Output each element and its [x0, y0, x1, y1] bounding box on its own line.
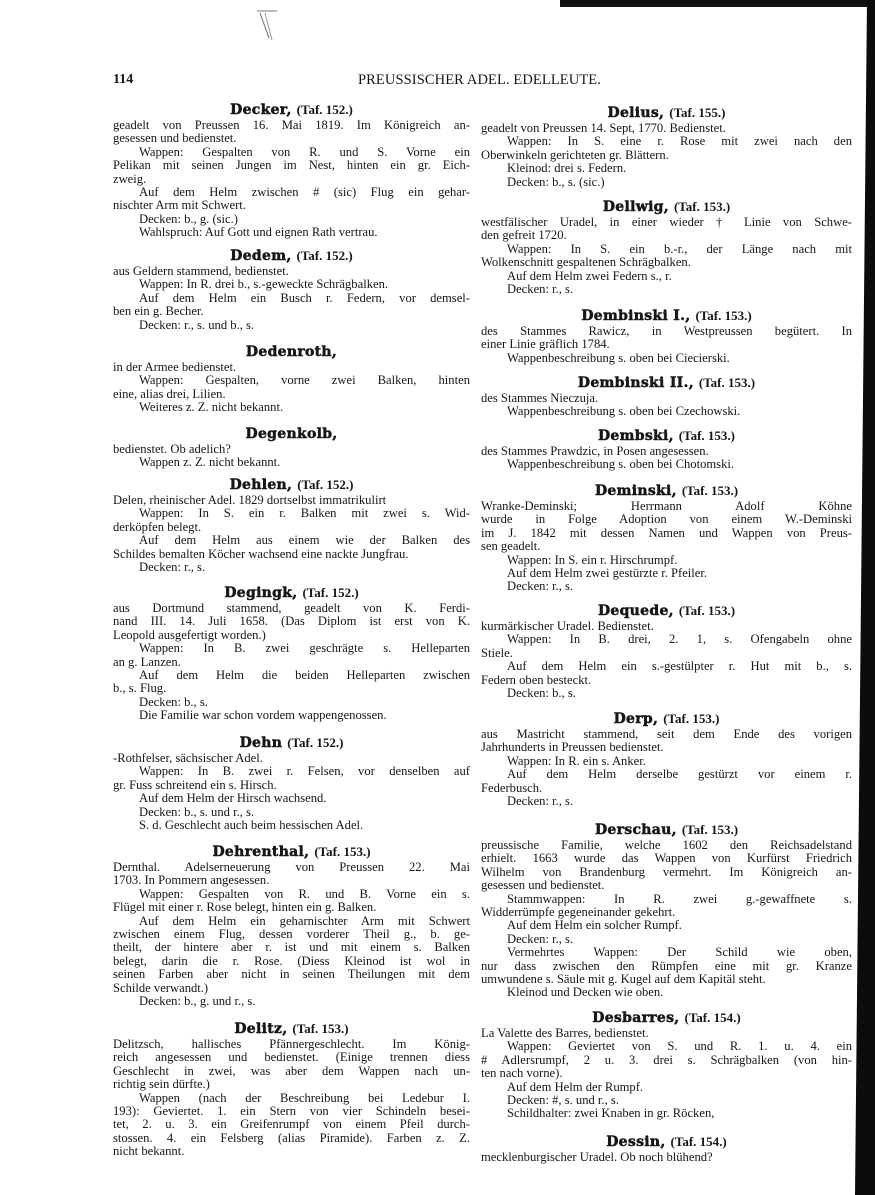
text-line: theilt, der hintere aber r. ist und mit einem s. Balken [113, 941, 470, 955]
entry-heading [481, 602, 852, 620]
text-line: Auf dem Helm ein Busch r. Federn, vor demsel- [139, 291, 470, 305]
text-line: Geschlecht in zwei, was aber dem Wappen nach un- [113, 1064, 470, 1078]
text-line: ten nach vorne). [481, 1066, 563, 1081]
text-line: Decken: r., s. [507, 282, 574, 296]
entry-heading [481, 1133, 852, 1151]
text-line: Decken: r., s. [507, 794, 574, 808]
paragraph [481, 325, 852, 352]
paragraph [481, 580, 852, 593]
paragraph [481, 986, 852, 999]
text-line: Leopold ausgefertigt worden.) [113, 627, 266, 642]
paragraph [113, 401, 470, 414]
text-line: Wranke-Deminski; Herrmann Adolf Köhne [481, 500, 852, 513]
paragraph [113, 456, 470, 469]
text-line: des Stammes Prawdzic, in Posen angesessen. [481, 444, 709, 458]
text-line: Decken: r., s. [139, 560, 206, 574]
paragraph [481, 216, 852, 243]
paragraph [113, 561, 470, 574]
text-line: des Stammes Rawicz, in Westpreussen begütert. In [481, 325, 852, 338]
entry-heading [481, 307, 852, 325]
paragraph [481, 122, 852, 135]
entry-heading [113, 425, 470, 443]
text-line: Stammwappen: In R. zwei g.-gewaffnete s. [507, 892, 852, 906]
text-line: Vermehrtes Wappen: Der Schild wie oben, [507, 946, 852, 960]
text-line: Schilde verwandt.) [113, 980, 209, 995]
text-line: Auf dem Helm zwei Federn s., r. [507, 268, 672, 283]
entry [481, 710, 852, 808]
entry-name: Dellwig, [602, 199, 669, 215]
text-line: kurmärkischer Uradel. Bedienstet. [481, 619, 654, 633]
paragraph [481, 633, 852, 660]
text-line: Decken: #, s. und r., s. [507, 1093, 619, 1107]
plate-reference: (Taf. 153.) [678, 603, 736, 618]
entry [481, 1009, 852, 1121]
paragraph [481, 728, 852, 755]
paragraph [113, 1038, 470, 1092]
text-line: Wappen: In S. eine r. Rose mit zwei nach den [507, 135, 852, 149]
paragraph [113, 226, 470, 239]
paragraph [481, 687, 852, 700]
paragraph [481, 620, 852, 633]
paragraph [481, 445, 852, 458]
text-line: Flügel mit einer r. Rose belegt, hinten ein g. Balken. [113, 900, 377, 915]
paragraph [481, 554, 852, 567]
plate-reference: (Taf. 152.) [302, 585, 359, 600]
paragraph [113, 534, 470, 561]
text-line: den gefreit 1720. [481, 228, 567, 243]
page-number: 114 [113, 72, 134, 87]
text-line: wurde in Folge Adoption von einem W.-Deminski [481, 513, 852, 527]
scan-border-right [853, 0, 875, 1195]
paragraph [481, 458, 852, 471]
text-line: belegt, darin die r. Rose. (Diess Kleinod ist wol in [113, 954, 470, 968]
text-line: zwischen einem Flug, dessen vorderer Theil g., b. ge- [113, 927, 470, 941]
plate-reference: (Taf. 153.) [292, 1021, 349, 1036]
paragraph [481, 243, 852, 270]
entry-name: Decker, [230, 102, 292, 118]
paragraph [113, 361, 470, 374]
text-line: des Stammes Nieczuja. [481, 391, 599, 405]
plate-reference: (Taf. 152.) [287, 735, 344, 750]
text-line: # Adlersrumpf, 2 u. 3. drei s. Schrägbalken (von hin- [481, 1053, 852, 1067]
paragraph [113, 265, 470, 278]
text-line: Wappen: In S. ein r. Balken mit zwei s. Wid- [139, 507, 470, 521]
entry-name: Delius, [607, 105, 665, 121]
text-line: b., s. Flug. [113, 681, 167, 696]
entry-name: Dembinski II., [577, 375, 694, 391]
paragraph [113, 819, 470, 832]
text-line: Decken: b., s. [139, 694, 208, 709]
text-line: sen geadelt. [481, 539, 541, 554]
paragraph [481, 500, 852, 554]
plate-reference: (Taf. 153.) [678, 428, 736, 443]
text-line: nur dass zwischen den Rümpfen eine mit gr. Kranze [481, 959, 852, 973]
text-line: Schildhalter: zwei Knaben in gr. Röcken, [507, 1106, 715, 1121]
entry-name: Deminski, [594, 483, 677, 499]
text-line: Wolkenschnitt gespaltenen Schrägbalken. [481, 255, 691, 270]
text-line: Decken: b., s. (sic.) [507, 174, 605, 189]
paragraph [113, 806, 470, 819]
paragraph [113, 146, 470, 186]
paragraph [481, 135, 852, 162]
entry-name: Dembinski I., [581, 308, 691, 324]
text-line: nischter Arm mit Schwert. [113, 198, 246, 213]
text-line: seinen Farben aber nicht in seinen Theilungen mit dem [113, 968, 470, 982]
text-line: Auf dem Helm der Rumpf. [507, 1079, 644, 1094]
plate-reference: (Taf. 154.) [684, 1010, 741, 1025]
plate-reference: (Taf. 153.) [681, 822, 739, 837]
text-line: an g. Lanzen. [113, 654, 181, 669]
text-line: eine, alias drei, Lilien. [113, 386, 226, 401]
paragraph [481, 839, 852, 893]
text-line: tet, 2. u. 3. ein Greifenrumpf von einem Pfeil durch- [113, 1118, 470, 1132]
paragraph [481, 1107, 852, 1120]
entry-name: Dedenroth, [245, 344, 338, 360]
paragraph [481, 919, 852, 932]
text-line: Weiteres z. Z. nicht bekannt. [139, 400, 284, 415]
text-line: Decken: b., s. [507, 686, 576, 700]
entry-name: Degingk, [224, 585, 298, 601]
paragraph [481, 176, 852, 189]
text-line: Auf dem Helm derselbe gestürzt vor einem r. [507, 768, 852, 782]
entry [113, 1020, 470, 1159]
entry [481, 104, 852, 189]
text-line: geadelt von Preussen 16. Mai 1819. Im Königreich an- [113, 119, 470, 132]
entry-name: Derp, [613, 711, 659, 727]
text-line: Decken: r., s. und b., s. [139, 317, 255, 332]
scan-border-top [560, 0, 875, 7]
entry-name: Degenkolb, [245, 426, 338, 442]
text-line: Decken: b., g. und r., s. [139, 993, 256, 1008]
text-line: aus Dortmund stammend, geadelt von K. Ferdi- [113, 602, 470, 615]
paragraph [113, 696, 470, 709]
entry [113, 425, 470, 470]
entry [113, 734, 470, 832]
entry-heading [113, 734, 470, 752]
entry-name: Dembski, [597, 428, 674, 444]
pencil-mark [255, 8, 285, 44]
text-line: aus Mastricht stammend, seit dem Ende des vorigen [481, 728, 852, 741]
text-line: Wappen: In R. ein s. Anker. [507, 753, 646, 768]
text-line: aus Geldern stammend, bedienstet. [113, 264, 289, 278]
entry-heading [481, 104, 852, 122]
paragraph [113, 709, 470, 722]
text-line: Auf dem Helm ein s.-gestülpter r. Hut mit b., s. [507, 660, 852, 674]
entry-heading [481, 427, 852, 445]
text-line: zweig. [113, 171, 147, 186]
entry-name: Dedem, [230, 248, 292, 264]
text-line: Wappenbeschreibung s. oben bei Czechowski. [507, 404, 741, 419]
paragraph [481, 1027, 852, 1040]
entry-heading [481, 482, 852, 500]
paragraph [481, 768, 852, 795]
paragraph [481, 795, 852, 808]
entry [481, 821, 852, 1000]
text-line: ben ein g. Becher. [113, 304, 204, 319]
entry [113, 476, 470, 574]
entry-heading [113, 1020, 470, 1038]
text-line: richtig sein dürfte.) [113, 1077, 210, 1092]
entry-name: Dequede, [597, 603, 674, 619]
text-line: Wappen: Gespalten, vorne zwei Balken, hinten [139, 374, 470, 388]
text-line: mecklenburgischer Uradel. Ob noch blühend? [481, 1150, 713, 1164]
entry [481, 602, 852, 700]
paragraph [481, 755, 852, 768]
paragraph [113, 642, 470, 669]
text-line: Wilhelm von Brandenburg vermehrt. Im Königreich an- [481, 865, 852, 879]
paragraph [113, 861, 470, 888]
paragraph [113, 278, 470, 291]
paragraph [481, 933, 852, 946]
plate-reference: (Taf. 153.) [314, 844, 371, 859]
text-line: Federn oben besteckt. [481, 672, 592, 687]
text-line: Wappen z. Z. nicht bekannt. [139, 455, 281, 470]
entry-heading [481, 710, 852, 728]
plate-reference: (Taf. 153.) [673, 199, 731, 214]
entry [113, 843, 470, 1008]
text-line: Wappenbeschreibung s. oben bei Ciecierski. [507, 350, 730, 365]
paragraph [113, 792, 470, 805]
entry [481, 307, 852, 365]
text-line: Wappen: In B. zwei r. Felsen, vor denselben auf [139, 765, 470, 779]
text-line: nand III. 14. Juli 1658. (Das Diplom ist erst von K. [113, 615, 470, 629]
text-line: Widderrümpfe gegeneinander gekehrt. [481, 904, 676, 919]
paragraph [481, 405, 852, 418]
paragraph [481, 893, 852, 920]
text-line: geadelt von Preussen 14. Sept, 1770. Bedienstet. [481, 121, 726, 135]
paragraph [113, 507, 470, 534]
paragraph [481, 1151, 852, 1164]
entry-heading [481, 198, 852, 216]
plate-reference: (Taf. 152.) [296, 102, 353, 117]
text-line: S. d. Geschlecht auch beim hessischen Adel. [139, 818, 364, 833]
text-line: gr. Fuss schreitend ein s. Hirsch. [113, 777, 277, 792]
text-line: Auf dem Helm ein solcher Rumpf. [507, 918, 682, 933]
text-line: Delen, rheinischer Adel. 1829 dortselbst immatrikulirt [113, 493, 387, 507]
entry-name: Derschau, [594, 822, 677, 838]
text-line: Kleinod und Decken wie oben. [507, 985, 664, 1000]
paragraph [113, 1092, 470, 1159]
text-line: einer Linie gräflich 1784. [481, 337, 610, 352]
running-head: PREUSSISCHER ADEL. EDELLEUTE. [358, 72, 601, 88]
text-line: Dernthal. Adelserneuerung von Preussen 22. Mai [113, 861, 470, 874]
text-line: La Valette des Barres, bedienstet. [481, 1026, 649, 1040]
entry [481, 1133, 852, 1164]
text-line: Schildes bemalten Köcher wachsend eine nackte Jungfrau. [113, 546, 409, 561]
paragraph [113, 374, 470, 401]
plate-reference: (Taf. 152.) [296, 248, 353, 263]
text-line: Auf dem Helm zwischen # (sic) Flug ein gehar- [139, 185, 470, 199]
entry-name: Delitz, [234, 1021, 288, 1037]
paragraph [481, 1040, 852, 1080]
entry [481, 374, 852, 419]
paragraph [481, 660, 852, 687]
entry [113, 343, 470, 415]
text-line: Decken: b., s. und r., s. [139, 804, 255, 819]
paragraph [481, 1081, 852, 1094]
entry [113, 101, 470, 240]
paragraph [113, 319, 470, 332]
text-line: Wappen: In S. ein r. Hirschrumpf. [507, 552, 678, 567]
text-line: Wappen (nach der Beschreibung bei Ledebur I. [139, 1091, 470, 1105]
text-line: in der Armee bedienstet. [113, 360, 237, 374]
paragraph [481, 162, 852, 175]
text-line: Decken: b., g. (sic.) [139, 211, 238, 226]
text-line: preussische Familie, welche 1602 den Reichsadelstand [481, 839, 852, 852]
text-line: reich angesessen und bedienstet. (Einige trennen diess [113, 1051, 470, 1065]
paragraph [113, 888, 470, 915]
entry-heading [113, 101, 470, 119]
text-line: Decken: r., s. [507, 579, 574, 594]
text-line: Wappenbeschreibung s. oben bei Chotomski. [507, 457, 735, 472]
plate-reference: (Taf. 153.) [695, 308, 752, 323]
paragraph [481, 352, 852, 365]
paragraph [113, 669, 470, 696]
text-line: westfälischer Uradel, in einer wieder † Linie von Schwe- [481, 216, 852, 229]
text-line: -Rothfelser, sächsischer Adel. [113, 751, 263, 765]
text-line: nicht bekannt. [113, 1144, 185, 1159]
text-line: gesessen und bedienstet. [113, 131, 237, 146]
paragraph [481, 567, 852, 580]
text-line: Pelikan mit seinen Jungen im Nest, hinten ein gr. Eich- [113, 159, 470, 173]
paragraph [481, 946, 852, 986]
text-line: Auf dem Helm aus einem wie der Balken des [139, 534, 470, 548]
entry-heading [481, 374, 852, 392]
text-line: stossen. 4. ein Felsberg (alias Piramide). Farben z. Z. [113, 1131, 470, 1145]
entry [113, 584, 470, 723]
text-line: Stiele. [481, 645, 513, 660]
entry [481, 198, 852, 296]
plate-reference: (Taf. 154.) [670, 1134, 727, 1149]
entry-name: Desbarres, [592, 1010, 680, 1026]
entry [113, 247, 470, 332]
paragraph [113, 995, 470, 1008]
text-line: Auf dem Helm der Hirsch wachsend. [139, 791, 327, 806]
text-line: bedienstet. Ob adelich? [113, 442, 231, 456]
text-line: Wappen: Gespalten von R. und B. Vorne ein s. [139, 887, 470, 901]
plate-reference: (Taf. 155.) [669, 105, 726, 120]
text-line: Oberwinkeln gerichteten gr. Blättern. [481, 147, 669, 162]
entry-heading [113, 584, 470, 602]
text-line: Wappen: Geviertet von S. und R. 1. u. 4. ein [507, 1040, 852, 1054]
text-line: Wappen: In B. drei, 2. 1, s. Ofengabeln ohne [507, 633, 852, 647]
entry [481, 427, 852, 472]
entry-heading [113, 843, 470, 861]
plate-reference: (Taf. 153.) [698, 375, 756, 390]
text-line: Jahrhunderts in Preussen bedienstet. [481, 740, 664, 755]
paragraph [113, 915, 470, 995]
text-line: Delitzsch, hallisches Pfännergeschlecht. Im König- [113, 1038, 470, 1051]
paragraph [113, 186, 470, 213]
text-line: umwundene s. Säule mit g. Kugel auf dem Kapitäl steht. [481, 971, 766, 986]
paragraph [481, 1094, 852, 1107]
text-line: Auf dem Helm die beiden Helleparten zwischen [139, 668, 470, 682]
entry-heading [113, 476, 470, 494]
plate-reference: (Taf. 153.) [663, 711, 720, 726]
entry-name: Dehrenthal, [212, 844, 310, 860]
text-line: gesessen und bedienstet. [481, 878, 605, 893]
text-line: im J. 1842 mit dessen Namen und Wappen von Preus- [481, 526, 852, 540]
paragraph [113, 765, 470, 792]
entry-name: Dessin, [606, 1134, 666, 1150]
paragraph [113, 494, 470, 507]
text-line: Auf dem Helm ein geharnischter Arm mit Schwert [139, 914, 470, 928]
text-line: Decken: r., s. [507, 931, 574, 946]
entry-name: Dehlen, [229, 477, 293, 493]
entry [481, 482, 852, 594]
paragraph [113, 119, 470, 146]
entry-heading [481, 1009, 852, 1027]
text-line: derköpfen belegt. [113, 519, 202, 534]
text-line: 193): Geviertet. 1. ein Stern von vier Schindeln besei- [113, 1104, 470, 1118]
text-line: Wappen: Gespalten von R. und S. Vorne ein [139, 145, 470, 159]
paragraph [481, 270, 852, 283]
paragraph [113, 443, 470, 456]
plate-reference: (Taf. 153.) [681, 483, 739, 498]
text-line: Wappen: In R. drei b., s.-geweckte Schrägbalken. [139, 277, 389, 292]
text-line: Federbusch. [481, 780, 543, 795]
paragraph [113, 213, 470, 226]
plate-reference: (Taf. 152.) [297, 477, 354, 492]
paragraph [113, 292, 470, 319]
entry-heading [113, 247, 470, 265]
entry-heading [113, 343, 470, 361]
text-line: 1703. In Pommern angesessen. [113, 873, 270, 888]
entry-heading [481, 821, 852, 839]
text-line: Kleinod: drei s. Federn. [507, 161, 627, 176]
text-line: Die Familie war schon vordem wappengenossen. [139, 708, 387, 723]
paragraph [481, 283, 852, 296]
text-line: Wappen: In B. zwei geschrägte s. Helleparten [139, 642, 470, 656]
paragraph [113, 752, 470, 765]
paragraph [113, 602, 470, 642]
text-line: Wappen: In S. ein b.-r., der Länge nach mit [507, 242, 852, 256]
paragraph [481, 392, 852, 405]
text-line: Auf dem Helm zwei gestürzte r. Pfeiler. [507, 565, 708, 580]
text-line: erhielt. 1663 wurde das Wappen von Kurfürst Friedrich [481, 852, 852, 866]
entry-name: Dehn [239, 735, 283, 751]
text-line: Wahlspruch: Auf Gott und eignen Rath vertrau. [139, 225, 378, 240]
